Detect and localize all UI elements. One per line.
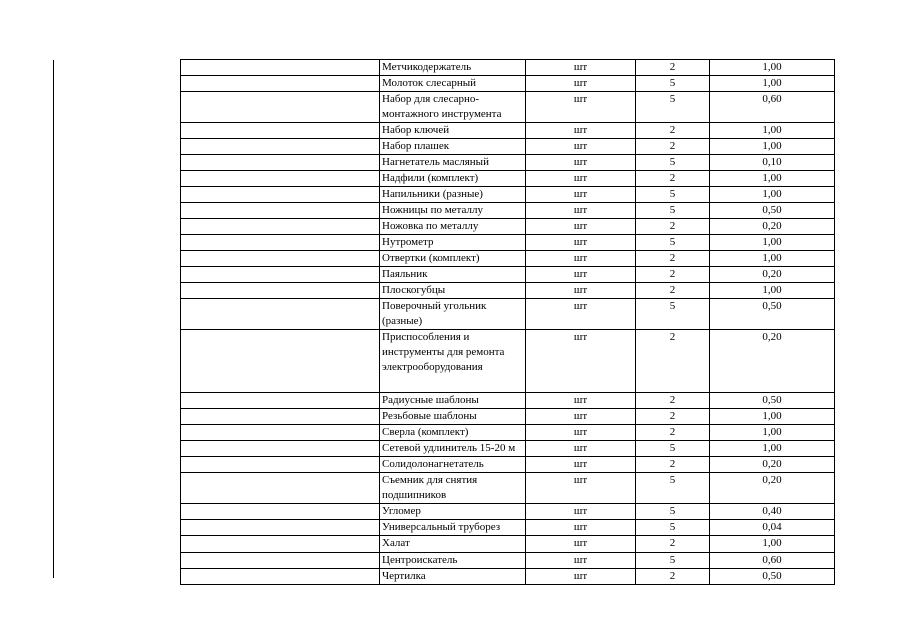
unit-cell: шт — [526, 393, 636, 409]
unit-cell: шт — [526, 520, 636, 536]
empty-cell — [181, 457, 380, 473]
empty-cell — [181, 187, 380, 203]
unit-cell: шт — [526, 441, 636, 457]
margin-rule — [53, 60, 54, 578]
coefficient-cell: 1,00 — [710, 187, 835, 203]
coefficient-cell: 1,00 — [710, 251, 835, 267]
item-name-cell: Набор для слесарно-монтажного инструмента — [380, 92, 526, 123]
table-row — [181, 139, 835, 155]
item-name-cell: Паяльник — [380, 267, 526, 283]
quantity-cell: 5 — [636, 553, 710, 569]
item-name-cell: Угломер — [380, 504, 526, 520]
coefficient-cell: 1,00 — [710, 283, 835, 299]
coefficient-cell: 0,10 — [710, 155, 835, 171]
quantity-cell: 2 — [636, 123, 710, 139]
quantity-cell: 5 — [636, 155, 710, 171]
empty-cell — [181, 139, 380, 155]
quantity-cell: 5 — [636, 520, 710, 536]
table-row — [181, 123, 835, 139]
coefficient-cell: 0,60 — [710, 553, 835, 569]
coefficient-cell: 0,20 — [710, 219, 835, 235]
coefficient-cell: 1,00 — [710, 123, 835, 139]
item-name-cell: Радиусные шаблоны — [380, 393, 526, 409]
quantity-cell: 5 — [636, 441, 710, 457]
item-name-cell: Ножовка по металлу — [380, 219, 526, 235]
quantity-cell: 5 — [636, 235, 710, 251]
item-name-cell: Отвертки (комплект) — [380, 251, 526, 267]
item-name-cell: Приспособления и инструменты для ремонта электрооборудования — [380, 330, 526, 393]
coefficient-cell: 1,00 — [710, 409, 835, 425]
unit-cell: шт — [526, 409, 636, 425]
item-name-cell: Сетевой удлинитель 15-20 м — [380, 441, 526, 457]
quantity-cell: 2 — [636, 171, 710, 187]
item-name-cell: Центроискатель — [380, 553, 526, 569]
item-name-cell: Метчикодержатель — [380, 60, 526, 76]
coefficient-cell: 1,00 — [710, 235, 835, 251]
coefficient-cell: 1,00 — [710, 171, 835, 187]
table-row — [181, 187, 835, 203]
unit-cell: шт — [526, 219, 636, 235]
item-name-cell: Резьбовые шаблоны — [380, 409, 526, 425]
empty-cell — [181, 155, 380, 171]
coefficient-cell: 1,00 — [710, 425, 835, 441]
unit-cell: шт — [526, 425, 636, 441]
unit-cell: шт — [526, 457, 636, 473]
item-name-cell: Сверла (комплект) — [380, 425, 526, 441]
quantity-cell: 2 — [636, 330, 710, 393]
quantity-cell: 2 — [636, 536, 710, 553]
unit-cell: шт — [526, 60, 636, 76]
unit-cell: шт — [526, 283, 636, 299]
quantity-cell: 2 — [636, 219, 710, 235]
table-row — [181, 203, 835, 219]
table-row — [181, 299, 835, 330]
empty-cell — [181, 251, 380, 267]
unit-cell: шт — [526, 267, 636, 283]
item-name-cell: Поверочный угольник (разные) — [380, 299, 526, 330]
quantity-cell: 2 — [636, 409, 710, 425]
item-name-cell: Молоток слесарный — [380, 76, 526, 92]
empty-cell — [181, 267, 380, 283]
empty-cell — [181, 60, 380, 76]
table-row — [181, 60, 835, 76]
coefficient-cell: 1,00 — [710, 441, 835, 457]
item-name-cell: Чертилка — [380, 569, 526, 585]
coefficient-cell: 1,00 — [710, 60, 835, 76]
table-row — [181, 330, 835, 393]
coefficient-cell: 0,04 — [710, 520, 835, 536]
quantity-cell: 5 — [636, 92, 710, 123]
quantity-cell: 2 — [636, 457, 710, 473]
coefficient-cell: 0,20 — [710, 267, 835, 283]
empty-cell — [181, 203, 380, 219]
item-name-cell: Халат — [380, 536, 526, 553]
table-row — [181, 155, 835, 171]
unit-cell: шт — [526, 235, 636, 251]
item-name-cell: Универсальный труборез — [380, 520, 526, 536]
quantity-cell: 2 — [636, 60, 710, 76]
coefficient-cell: 0,50 — [710, 393, 835, 409]
quantity-cell: 5 — [636, 299, 710, 330]
empty-cell — [181, 473, 380, 504]
item-name-cell: Ножницы по металлу — [380, 203, 526, 219]
quantity-cell: 2 — [636, 425, 710, 441]
item-name-cell: Съемник для снятия подшипников — [380, 473, 526, 504]
table-row — [181, 92, 835, 123]
coefficient-cell: 1,00 — [710, 139, 835, 155]
unit-cell: шт — [526, 139, 636, 155]
empty-cell — [181, 504, 380, 520]
empty-cell — [181, 123, 380, 139]
quantity-cell: 2 — [636, 393, 710, 409]
empty-cell — [181, 219, 380, 235]
item-name-cell: Напильники (разные) — [380, 187, 526, 203]
table-row — [181, 267, 835, 283]
table-row — [181, 536, 835, 553]
item-name-cell: Плоскогубцы — [380, 283, 526, 299]
quantity-cell: 5 — [636, 187, 710, 203]
empty-cell — [181, 235, 380, 251]
coefficient-cell: 0,60 — [710, 92, 835, 123]
table-row — [181, 520, 835, 536]
empty-cell — [181, 569, 380, 585]
table-row — [181, 171, 835, 187]
quantity-cell: 5 — [636, 473, 710, 504]
item-name-cell: Нутрометр — [380, 235, 526, 251]
empty-cell — [181, 283, 380, 299]
unit-cell: шт — [526, 187, 636, 203]
item-name-cell: Надфили (комплект) — [380, 171, 526, 187]
quantity-cell: 5 — [636, 203, 710, 219]
unit-cell: шт — [526, 203, 636, 219]
coefficient-cell: 0,50 — [710, 203, 835, 219]
empty-cell — [181, 330, 380, 393]
item-name-cell: Нагнетатель масляный — [380, 155, 526, 171]
coefficient-cell: 1,00 — [710, 536, 835, 553]
item-name-cell: Набор плашек — [380, 139, 526, 155]
empty-cell — [181, 441, 380, 457]
quantity-cell: 2 — [636, 267, 710, 283]
table-row — [181, 251, 835, 267]
unit-cell: шт — [526, 76, 636, 92]
table-row — [181, 553, 835, 569]
coefficient-cell: 0,20 — [710, 473, 835, 504]
coefficient-cell: 0,50 — [710, 299, 835, 330]
table-row — [181, 441, 835, 457]
table-row — [181, 409, 835, 425]
empty-cell — [181, 299, 380, 330]
empty-cell — [181, 171, 380, 187]
empty-cell — [181, 553, 380, 569]
unit-cell: шт — [526, 553, 636, 569]
quantity-cell: 2 — [636, 569, 710, 585]
coefficient-cell: 1,00 — [710, 76, 835, 92]
table-row — [181, 76, 835, 92]
empty-cell — [181, 76, 380, 92]
item-name-cell: Набор ключей — [380, 123, 526, 139]
unit-cell: шт — [526, 536, 636, 553]
unit-cell: шт — [526, 569, 636, 585]
unit-cell: шт — [526, 92, 636, 123]
quantity-cell: 5 — [636, 504, 710, 520]
quantity-cell: 2 — [636, 251, 710, 267]
unit-cell: шт — [526, 299, 636, 330]
table-row — [181, 425, 835, 441]
item-name-cell: Солидолонагнетатель — [380, 457, 526, 473]
unit-cell: шт — [526, 251, 636, 267]
empty-cell — [181, 92, 380, 123]
table-row — [181, 457, 835, 473]
table-row — [181, 283, 835, 299]
unit-cell: шт — [526, 155, 636, 171]
table-row — [181, 219, 835, 235]
table-row — [181, 569, 835, 585]
empty-cell — [181, 409, 380, 425]
coefficient-cell: 0,50 — [710, 569, 835, 585]
unit-cell: шт — [526, 504, 636, 520]
unit-cell: шт — [526, 330, 636, 393]
coefficient-cell: 0,20 — [710, 330, 835, 393]
unit-cell: шт — [526, 171, 636, 187]
table-row — [181, 504, 835, 520]
table-row — [181, 473, 835, 504]
empty-cell — [181, 536, 380, 553]
quantity-cell: 5 — [636, 76, 710, 92]
quantity-cell: 2 — [636, 283, 710, 299]
empty-cell — [181, 425, 380, 441]
unit-cell: шт — [526, 473, 636, 504]
table-row — [181, 393, 835, 409]
empty-cell — [181, 393, 380, 409]
empty-cell — [181, 520, 380, 536]
table-row — [181, 235, 835, 251]
equipment-table — [180, 59, 835, 585]
coefficient-cell: 0,40 — [710, 504, 835, 520]
quantity-cell: 2 — [636, 139, 710, 155]
unit-cell: шт — [526, 123, 636, 139]
coefficient-cell: 0,20 — [710, 457, 835, 473]
